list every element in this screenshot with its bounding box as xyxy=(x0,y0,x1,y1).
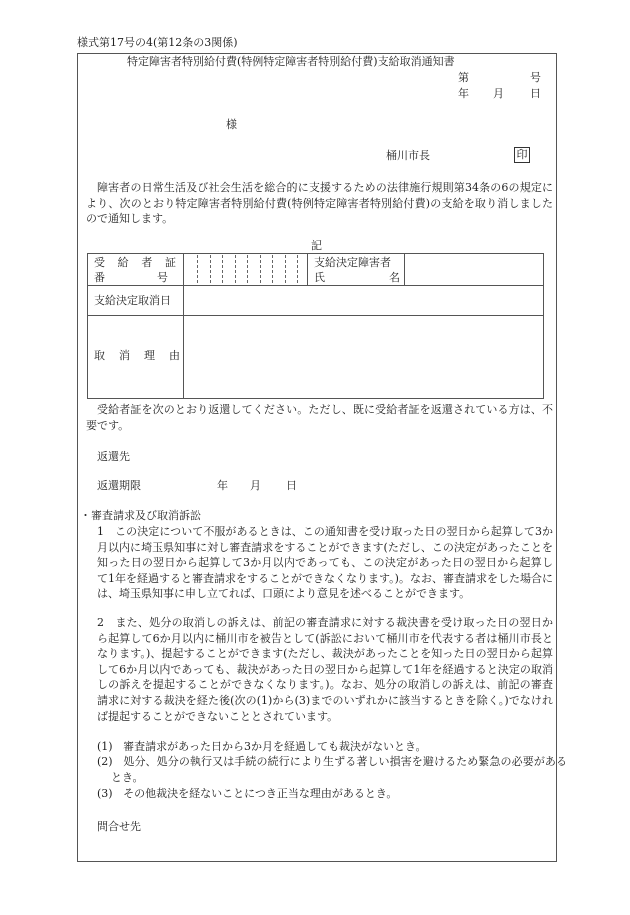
return-deadline-label: 返還期限 xyxy=(97,479,141,492)
appeal-paragraph-1: 1 この決定について不服があるときは、この通知書を受け取った日の翌日から起算して3か月以内に埼玉県知事に対し審査請求をすることができます(ただし、この決定があったことを知った日の翌日から起算して3か月以内であっても、この決定があった日の翌日から起算して1年を経過すると審査請求をすることができなくなります。)。なお、審査請求をした場合には、埼玉県知事に申し立てれば、口頭により意見を述べることができます。 xyxy=(97,525,553,601)
exception-1-number: (1) xyxy=(97,740,113,753)
exception-1-text: 審査請求があった日から3か月を経過しても裁決がないとき。 xyxy=(123,740,427,753)
exception-1 xyxy=(97,739,553,755)
ki-heading: 記 xyxy=(311,239,322,252)
issuer-name: 桶川市長 xyxy=(386,149,430,162)
date-month: 月 xyxy=(493,87,504,100)
seal-mark: 印 xyxy=(514,147,530,163)
cancel-reason-label: 取消理由 xyxy=(94,349,194,362)
exception-2 xyxy=(97,754,567,785)
return-deadline-day: 日 xyxy=(286,479,297,492)
exception-2-number: (2) xyxy=(97,755,113,768)
return-note: 受給者証を次のとおり返還してください。ただし、既に受給者証を返還されている方は、不要です。 xyxy=(86,403,553,432)
exception-3-text: その他裁決を経ないことにつき正当な理由があるとき。 xyxy=(123,787,398,800)
recipient-number-label-1: 受 給 者 証 xyxy=(94,256,176,269)
cancel-date-label: 支給決定取消日 xyxy=(94,294,171,307)
form-number: 様式第17号の4(第12条の3関係) xyxy=(77,36,238,49)
doc-number-prefix: 第 xyxy=(458,71,469,84)
appeal-paragraph-2: 2 また、処分の取消しの訴えは、前記の審査請求に対する裁決書を受け取った日の翌日から起算して6か月以内に桶川市を被告として(訴訟において桶川市を代表する者は桶川市長となります。)、提起することができます(ただし、裁決があったことを知った日の翌日から起算して6か月以内であっても、裁決があった日の翌日から起算して1年を経過すると決定の取消しの訴えを提起することができなくなります。)。なお、処分の取消しの訴えは、前記の審査請求に対する裁決を経た後(次の(1)から(3)までのいずれかに該当するときを除く。)でなければ提起することができないこととされています。 xyxy=(97,616,553,723)
exception-3-number: (3) xyxy=(97,787,113,800)
inquiry-label: 問合せ先 xyxy=(97,820,141,833)
date-day: 日 xyxy=(530,87,541,100)
decision-person-label-2: 氏名 xyxy=(314,271,464,284)
return-to-label: 返還先 xyxy=(97,450,130,463)
appeal-heading: ・審査請求及び取消訴訟 xyxy=(80,509,201,522)
doc-number-suffix: 号 xyxy=(530,71,541,84)
document-title: 特定障害者特別給付費(特例特定障害者特別給付費)支給取消通知書 xyxy=(127,55,455,68)
return-deadline-year: 年 xyxy=(217,479,228,492)
exception-2-text: 処分、処分の執行又は手続の続行により生ずる著しい損害を避けるため緊急の必要があるとき。 xyxy=(111,755,567,784)
addressee-suffix: 様 xyxy=(226,118,237,131)
decision-person-label-1: 支給決定障害者 xyxy=(314,256,391,269)
exception-3 xyxy=(97,786,553,802)
recipient-number-label-2: 番号 xyxy=(94,271,220,284)
date-year: 年 xyxy=(458,87,469,100)
return-deadline-month: 月 xyxy=(250,479,261,492)
body-text: 障害者の日常生活及び社会生活を総合的に支援するための法律施行規則第34条の6の規定により、次のとおり特定障害者特別給付費(特例特定障害者特別給付費)の支給を取り消しましたので通知します。 xyxy=(86,181,553,226)
